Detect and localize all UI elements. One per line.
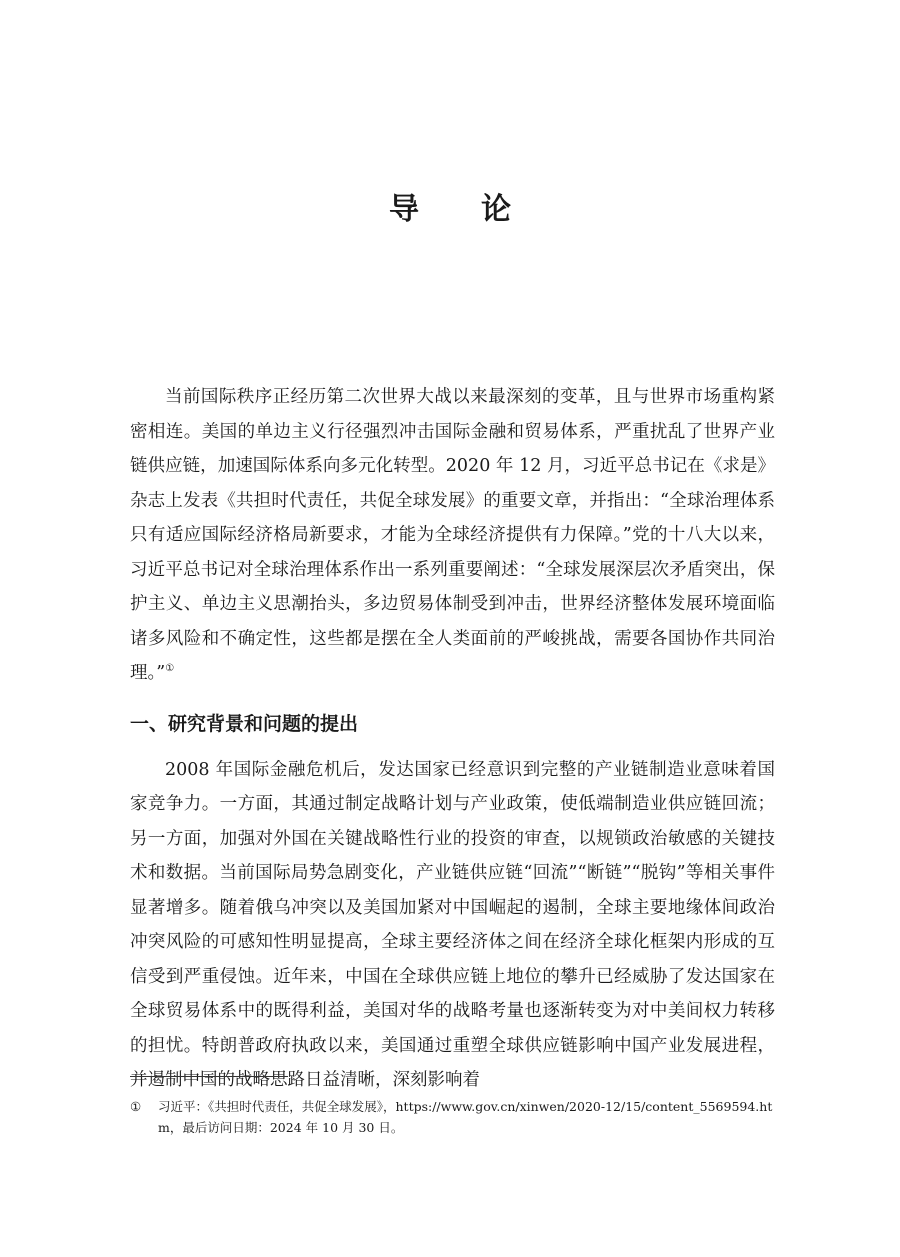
intro-paragraph-text: 当前国际秩序正经历第二次世界大战以来最深刻的变革，且与世界市场重构紧密相连。美国的单边主义行径强烈冲击国际金融和贸易体系，严重扰乱了世界产业链供应链，加速国际体系向多元化转型。2020 年 12 月，习近平总书记在《求是》杂志上发表《共担时代责任，共促全球发展》的重要文章，并指出：“全球治理体系只有适应国际经济格局新要求，才能为全球经济提供有力保障。”党的十八大以来，习近平总书记对全球治理体系作出一系列重要阐述：“全球发展深层次矛盾突出，保护主义、单边主义思潮抬头，多边贸易体制受到冲击，世界经济整体发展环境面临诸多风险和不确定性，这些都是摆在全人类面前的严峻挑战，需要各国协作共同治理。” [130,387,775,683]
footnote-mark: ① [130,1099,142,1114]
footnote-text: 习近平：《共担时代责任，共促全球发展》，https://www.gov.cn/xinwen/2020-12/15/content_5569594.htm，最后访问日期：2024 年 10 月 30 日。 [158,1099,773,1135]
section-heading: 一、研究背景和问题的提出 [130,712,359,735]
footnote [130,1096,775,1138]
intro-paragraph [130,380,775,691]
body-content [130,380,775,1098]
section-paragraph: 2008 年国际金融危机后，发达国家已经意识到完整的产业链制造业意味着国家竞争力。一方面，其通过制定战略计划与产业政策，使低端制造业供应链回流；另一方面，加强对外国在关键战略性行业的投资的审查，以规锁政治敏感的关键技术和数据。当前国际局势急剧变化，产业链供应链“回流”“断链”“脱钩”等相关事件显著增多。随着俄乌冲突以及美国加紧对中国崛起的遏制，全球主要地缘体间政治冲突风险的可感知性明显提高，全球主要经济体之间在经济全球化框架内形成的互信受到严重侵蚀。近年来，中国在全球供应链上地位的攀升已经威胁了发达国家在全球贸易体系中的既得利益，美国对华的战略考量也逐渐转变为对中美间权力转移的担忧。特朗普政府执政以来，美国通过重塑全球供应链影响中国产业发展进程，并遏制中国的战略思路日益清晰，深刻影响着 [130,759,775,1090]
chapter-title: 导论 [389,192,573,227]
footnote-divider [130,1076,288,1077]
footnote-reference[interactable]: ① [165,663,175,675]
